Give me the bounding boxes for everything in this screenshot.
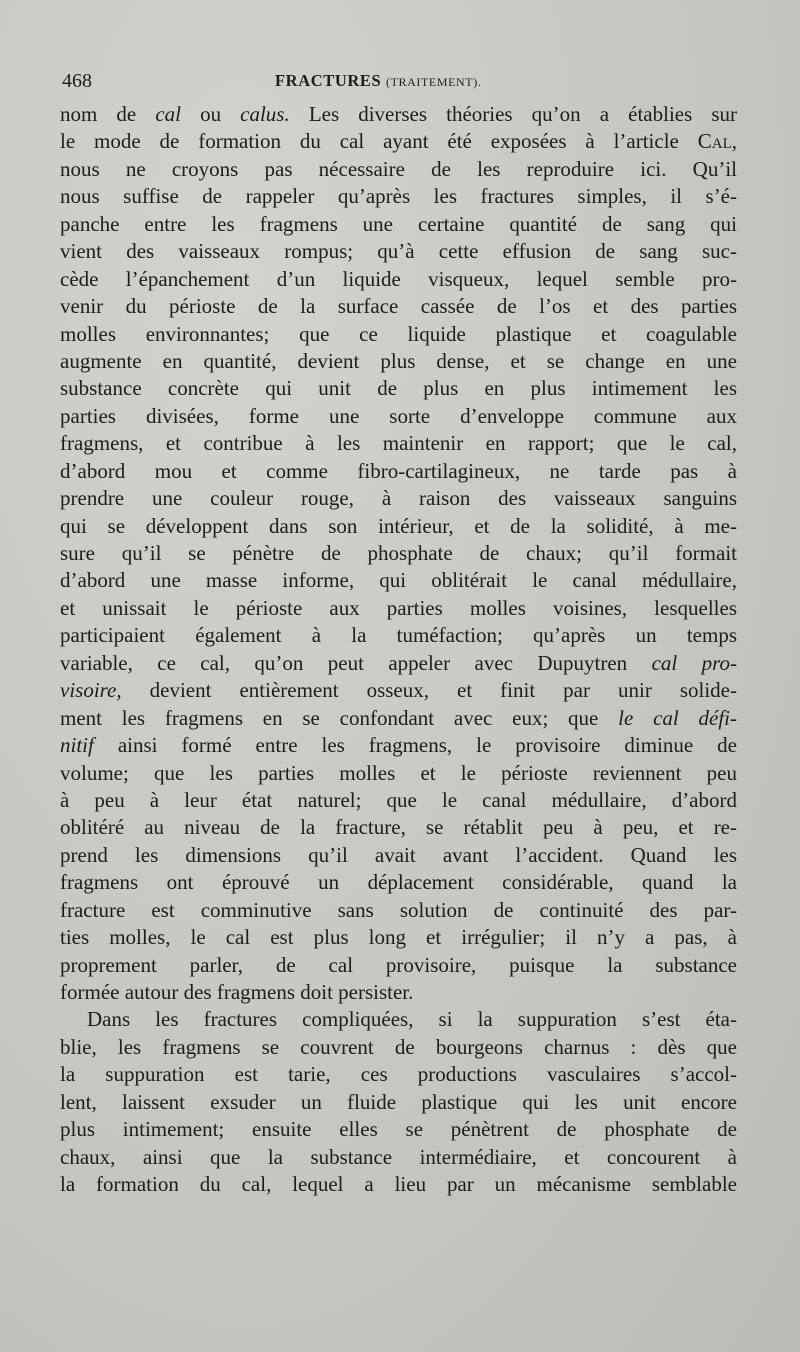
text-run: blie, les fragmens se couvrent de bourgeons charnus : dès que: [60, 1034, 737, 1059]
text-line: [60, 622, 737, 649]
text-run: parties divisées, forme une sorte d’enveloppe commune aux: [60, 403, 737, 428]
text-run: d’abord une masse informe, qui oblitérait le canal médullaire,: [60, 568, 737, 593]
italic-run: le cal défi-: [618, 705, 737, 730]
text-line: [60, 375, 737, 402]
text-line: [60, 430, 737, 457]
paragraph-2: [60, 1006, 737, 1198]
text-run: volume; que les parties molles et le périoste reviennent peu: [60, 760, 737, 785]
text-run: qui se développent dans son intérieur, et de la solidité, à me-: [60, 513, 737, 538]
text-line: [60, 1116, 737, 1143]
text-run: fragmens, et contribue à les maintenir en rapport; que le cal,: [60, 431, 737, 456]
text-run: nous ne croyons pas nécessaire de les reproduire ici. Qu’il: [60, 156, 737, 181]
text-run: Dans les fractures compliquées, si la suppuration s’est éta-: [87, 1007, 737, 1032]
text-line: [60, 924, 737, 951]
text-line: [60, 183, 737, 210]
text-run: à peu à leur état naturel; que le canal médullaire, d’abord: [60, 787, 737, 812]
text-run: ainsi formé entre les fragmens, le provisoire diminue de: [93, 733, 737, 758]
text-run: Les diverses théories qu’on a établies sur: [289, 102, 738, 126]
text-run: participaient également à la tuméfaction; qu’après un temps: [60, 623, 737, 648]
text-run: prend les dimensions qu’il avait avant l’accident. Quand les: [60, 842, 737, 867]
italic-run: cal pro-: [651, 650, 737, 675]
text-line: [60, 266, 737, 293]
text-line: [60, 403, 737, 430]
text-line: [60, 897, 737, 924]
text-line: [60, 979, 737, 1006]
text-line: [60, 1006, 737, 1033]
text-line: [60, 101, 737, 128]
text-line: [60, 760, 737, 787]
text-run: formée autour des fragmens doit persister.: [60, 980, 414, 1004]
text-line: [60, 650, 737, 677]
text-line: [60, 1034, 737, 1061]
running-title-main: FRACTURES: [275, 71, 382, 90]
text-line: [60, 321, 737, 348]
text-line: [60, 348, 737, 375]
text-run: ment les fragmens en se confondant avec eux; que: [60, 705, 619, 730]
text-line: [60, 842, 737, 869]
text-run: vient des vaisseaux rompus; qu’à cette effusion de sang suc-: [60, 239, 737, 264]
text-line: [60, 156, 737, 183]
text-run: chaux, ainsi que la substance intermédiaire, et concourent à: [60, 1144, 737, 1169]
text-run: ou: [180, 102, 241, 126]
running-title: [275, 66, 481, 97]
text-run: et unissait le périoste aux parties molles voisines, lesquelles: [60, 595, 737, 620]
text-line: [60, 677, 737, 704]
italic-run: visoire,: [60, 678, 122, 703]
text-run: la formation du cal, lequel a lieu par un mécanisme semblable: [60, 1172, 737, 1197]
text-line: [60, 1089, 737, 1116]
text-line: [60, 540, 737, 567]
text-line: [60, 787, 737, 814]
text-line: [60, 814, 737, 841]
text-line: [60, 705, 737, 732]
smallcaps-run: Cal,: [697, 129, 737, 154]
text-run: ties molles, le cal est plus long et irrégulier; il n’y a pas, à: [60, 925, 737, 950]
text-line: [60, 732, 737, 759]
text-line: [60, 869, 737, 896]
text-run: augmente en quantité, devient plus dense, et se change en une: [60, 348, 737, 373]
text-run: la suppuration est tarie, ces productions vasculaires s’accol-: [60, 1062, 737, 1087]
text-run: panche entre les fragmens une certaine quantité de sang qui: [60, 211, 737, 236]
text-line: [60, 1171, 737, 1198]
text-run: cède l’épanchement d’un liquide visqueux, lequel semble pro-: [60, 266, 737, 291]
text-line: [60, 1144, 737, 1171]
text-run: oblitéré au niveau de la fracture, se rétablit peu à peu, et re-: [60, 815, 737, 840]
page-number: 468: [62, 70, 92, 92]
text-line: [60, 485, 737, 512]
italic-run: calus.: [240, 102, 290, 126]
text-line: [60, 595, 737, 622]
text-run: substance concrète qui unit de plus en plus intimement les: [60, 376, 737, 401]
text-run: d’abord mou et comme fibro-cartilagineux, ne tarde pas à: [60, 458, 737, 483]
text-line: [60, 1061, 737, 1088]
text-line: [60, 293, 737, 320]
running-head: [60, 66, 740, 96]
text-run: molles environnantes; que ce liquide plastique et coagulable: [60, 321, 737, 346]
text-run: devient entièrement osseux, et finit par unir solide-: [121, 678, 737, 703]
paragraph-1: [60, 101, 737, 1006]
running-title-sub: (TRAITEMENT).: [385, 75, 482, 89]
text-line: [60, 567, 737, 594]
body-text: [60, 101, 737, 1199]
italic-run: cal: [155, 102, 181, 126]
text-run: sure qu’il se pénètre de phosphate de chaux; qu’il formait: [60, 541, 737, 565]
text-run: fracture est comminutive sans solution de continuité des par-: [60, 897, 737, 922]
text-run: le mode de formation du cal ayant été exposées à l’article: [60, 129, 698, 154]
text-line: [60, 211, 737, 238]
text-run: prendre une couleur rouge, à raison des vaisseaux sanguins: [60, 486, 737, 511]
text-run: lent, laissent exsuder un fluide plastique qui les unit encore: [60, 1089, 737, 1114]
text-run: nom de: [60, 102, 156, 126]
text-run: venir du périoste de la surface cassée de l’os et des parties: [60, 294, 737, 319]
text-run: proprement parler, de cal provisoire, puisque la substance: [60, 952, 737, 977]
text-line: [60, 952, 737, 979]
text-run: nous suffise de rappeler qu’après les fractures simples, il s’é-: [60, 184, 737, 209]
text-line: [60, 128, 737, 155]
text-run: fragmens ont éprouvé un déplacement considérable, quand la: [60, 870, 737, 895]
text-run: variable, ce cal, qu’on peut appeler avec Dupuytren: [60, 650, 652, 675]
text-line: [60, 458, 737, 485]
italic-run: nitif: [60, 733, 94, 758]
text-line: [60, 238, 737, 265]
text-line: [60, 513, 737, 540]
text-run: plus intimement; ensuite elles se pénètrent de phosphate de: [60, 1117, 737, 1142]
